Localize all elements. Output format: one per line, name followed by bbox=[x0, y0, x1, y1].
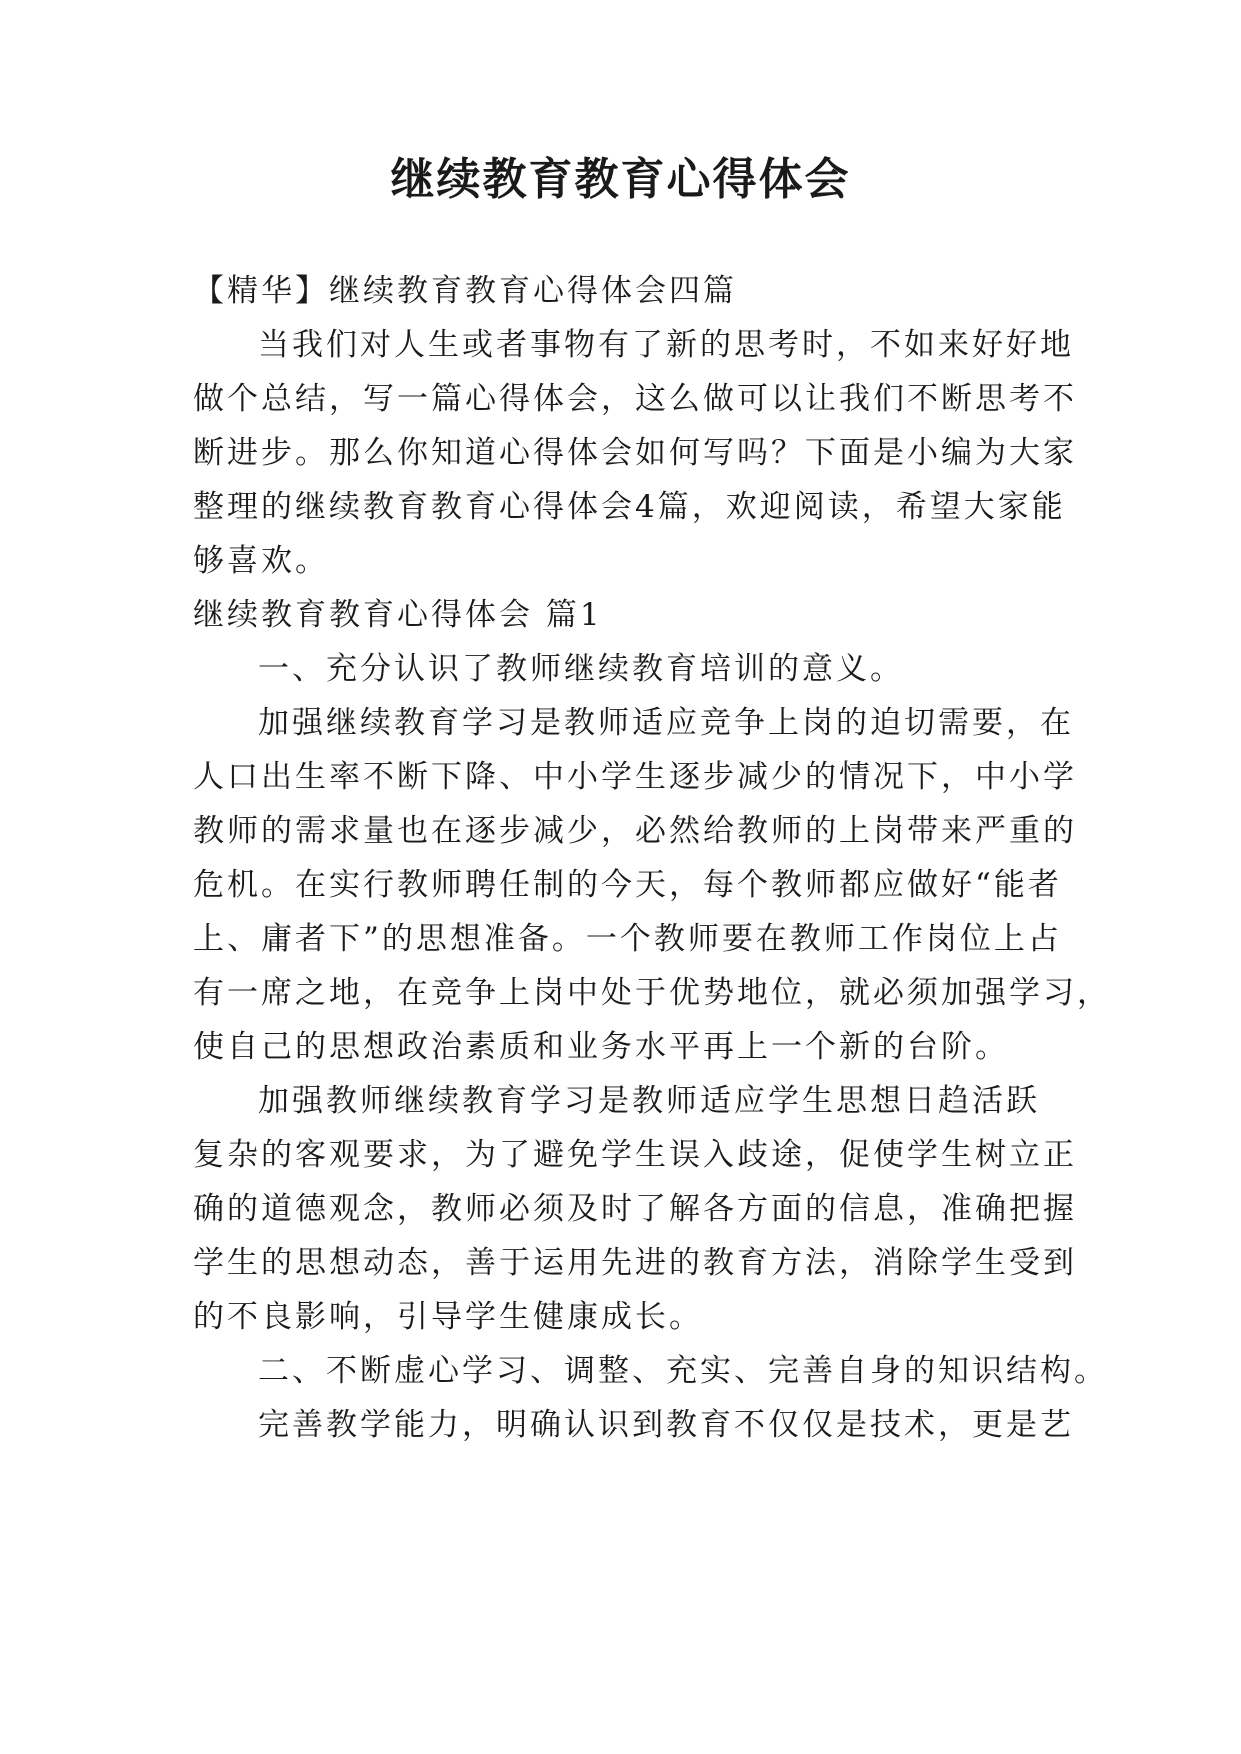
body-paragraph-line: 的不良影响，引导学生健康成长。 bbox=[193, 1299, 703, 1335]
body-paragraph-line: 复杂的客观要求，为了避免学生误入歧途，促使学生树立正 bbox=[193, 1137, 1077, 1173]
point-heading: 二、不断虚心学习、调整、充实、完善自身的知识结构。 bbox=[258, 1353, 1108, 1389]
body-paragraph-line: 上、庸者下”的思想准备。一个教师要在教师工作岗位上占 bbox=[193, 921, 1062, 957]
section-heading: 继续教育教育心得体会 篇1 bbox=[193, 597, 603, 633]
body-paragraph-line: 有一席之地，在竞争上岗中处于优势地位，就必须加强学习， bbox=[193, 975, 1111, 1011]
intro-paragraph-line: 够喜欢。 bbox=[193, 543, 329, 579]
intro-paragraph-line: 做个总结，写一篇心得体会，这么做可以让我们不断思考不 bbox=[193, 381, 1077, 417]
body-paragraph-line: 人口出生率不断下降、中小学生逐步减少的情况下，中小学 bbox=[193, 759, 1077, 795]
intro-paragraph-line: 断进步。那么你知道心得体会如何写吗？下面是小编为大家 bbox=[193, 435, 1077, 471]
body-paragraph-line: 完善教学能力，明确认识到教育不仅仅是技术，更是艺 bbox=[258, 1407, 1074, 1443]
body-paragraph-line: 教师的需求量也在逐步减少，必然给教师的上岗带来严重的 bbox=[193, 813, 1077, 849]
body-paragraph-line: 确的道德观念，教师必须及时了解各方面的信息，准确把握 bbox=[193, 1191, 1077, 1227]
body-paragraph-line: 使自己的思想政治素质和业务水平再上一个新的台阶。 bbox=[193, 1029, 1009, 1065]
document-title: 继续教育教育心得体会 bbox=[390, 154, 851, 205]
intro-paragraph-line: 整理的继续教育教育心得体会4篇，欢迎阅读，希望大家能 bbox=[193, 489, 1066, 525]
body-paragraph-line: 学生的思想动态，善于运用先进的教育方法，消除学生受到 bbox=[193, 1245, 1077, 1281]
body-paragraph-line: 加强教师继续教育学习是教师适应学生思想日趋活跃 bbox=[258, 1083, 1040, 1119]
body-paragraph-line: 加强继续教育学习是教师适应竞争上岗的迫切需要，在 bbox=[258, 705, 1074, 741]
body-paragraph-line: 危机。在实行教师聘任制的今天，每个教师都应做好“能者 bbox=[193, 867, 1062, 903]
subtitle-line: 【精华】继续教育教育心得体会四篇 bbox=[193, 273, 737, 309]
intro-paragraph-line: 当我们对人生或者事物有了新的思考时，不如来好好地 bbox=[258, 327, 1074, 363]
point-heading: 一、充分认识了教师继续教育培训的意义。 bbox=[258, 651, 904, 687]
